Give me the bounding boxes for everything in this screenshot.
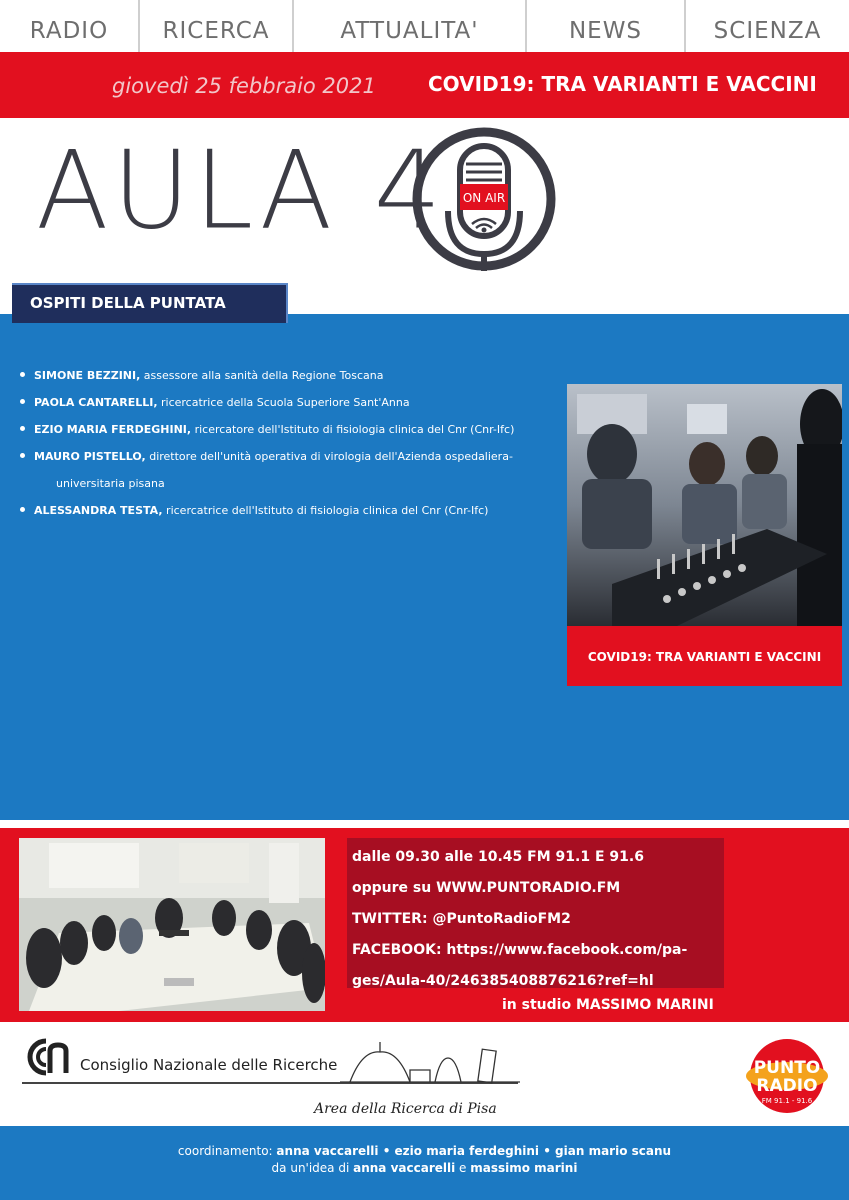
punto-radio-logo-icon — [745, 1035, 831, 1117]
guest-list — [20, 362, 560, 524]
broadcast-facebook-link-cont[interactable]: ges/Aula-40/246385408876216?ref=hl — [352, 973, 654, 989]
guest-name: EZIO MARIA FERDEGHINI, — [34, 423, 192, 436]
bullet-icon — [20, 426, 25, 431]
idea-author: anna vaccarelli — [353, 1161, 456, 1175]
credits-label: coordinamento: — [177, 1144, 277, 1158]
credits-label: da un'idea di — [271, 1161, 354, 1175]
broadcast-schedule: dalle 09.30 alle 10.45 FM 91.1 E 91.6 — [352, 849, 644, 865]
radio-text: RADIO — [756, 1076, 818, 1096]
microphone-logo-icon — [412, 126, 562, 276]
feature-caption: COVID19: TRA VARIANTI E VACCINI — [567, 626, 842, 686]
nav-item-radio[interactable]: RADIO — [0, 0, 140, 52]
meeting-photo — [19, 838, 325, 1011]
episode-date: giovedì 25 febbraio 2021 — [112, 74, 376, 98]
bullet-icon — [20, 372, 25, 377]
guest-role: assessore alla sanità della Regione Toscana — [140, 369, 384, 382]
bullet-icon — [20, 399, 25, 404]
aula-logo-text: AULA 4 — [36, 127, 446, 254]
credits-conjunction: e — [455, 1161, 471, 1175]
broadcast-twitter-link[interactable]: TWITTER: @PuntoRadioFM2 — [352, 911, 571, 927]
broadcast-info — [352, 842, 687, 997]
episode-title: COVID19: TRA VARIANTI E VACCINI — [428, 72, 817, 96]
guest-role: direttore dell'unità operativa di virologia dell'Azienda ospedaliera- — [145, 450, 513, 463]
punto-text: PUNTO — [753, 1058, 821, 1078]
on-air-badge: ON AIR — [462, 191, 506, 205]
list-item — [20, 362, 560, 389]
radio-frequency: FM 91.1 - 91.6 — [761, 1097, 813, 1105]
guest-name: PAOLA CANTARELLI, — [34, 396, 158, 409]
credits — [0, 1143, 849, 1177]
list-item-continuation: universitaria pisana — [56, 477, 165, 490]
studio-host: in studio MASSIMO MARINI — [502, 997, 714, 1013]
meeting-photo-illustration — [19, 838, 325, 1011]
credits-line-2 — [0, 1160, 849, 1177]
guest-name: MAURO PISTELLO, — [34, 450, 146, 463]
list-item — [20, 497, 560, 524]
coordinator-names: anna vaccarelli • ezio maria ferdeghini • gian mario scanu — [276, 1144, 672, 1158]
mixer-photo-illustration — [567, 384, 842, 626]
credits-line-1 — [0, 1143, 849, 1160]
list-item — [20, 389, 560, 416]
bullet-icon — [20, 507, 25, 512]
nav-item-ricerca[interactable]: RICERCA — [140, 0, 294, 52]
guest-role: ricercatrice della Scuola Superiore Sant'Anna — [157, 396, 410, 409]
pisa-skyline-icon — [340, 1040, 520, 1086]
idea-author: massimo marini — [470, 1161, 578, 1175]
nav-item-attualita[interactable]: ATTUALITA' — [294, 0, 527, 52]
top-nav — [0, 0, 849, 52]
studio-photo — [567, 384, 842, 626]
area-ricerca-pisa: Area della Ricerca di Pisa — [314, 1101, 497, 1117]
broadcast-website-link[interactable]: oppure su WWW.PUNTORADIO.FM — [352, 880, 621, 896]
cnr-name: Consiglio Nazionale delle Ricerche — [80, 1056, 338, 1074]
nav-item-scienza[interactable]: SCIENZA — [713, 18, 822, 44]
bullet-icon — [20, 453, 25, 458]
list-item — [20, 416, 560, 443]
cnr-logo-icon — [26, 1037, 70, 1077]
guest-role: ricercatrice dell'Istituto di fisiologia clinica del Cnr (Cnr-Ifc) — [162, 504, 489, 517]
broadcast-facebook-link[interactable]: FACEBOOK: https://www.facebook.com/pa- — [352, 942, 688, 958]
list-item — [20, 443, 560, 470]
guest-role: ricercatore dell'Istituto di fisiologia clinica del Cnr (Cnr-Ifc) — [191, 423, 515, 436]
guest-name: SIMONE BEZZINI, — [34, 369, 141, 382]
guest-name: ALESSANDRA TESTA, — [34, 504, 163, 517]
guests-heading: OSPITI DELLA PUNTATA — [12, 283, 288, 323]
nav-item-news[interactable]: NEWS — [527, 0, 686, 52]
